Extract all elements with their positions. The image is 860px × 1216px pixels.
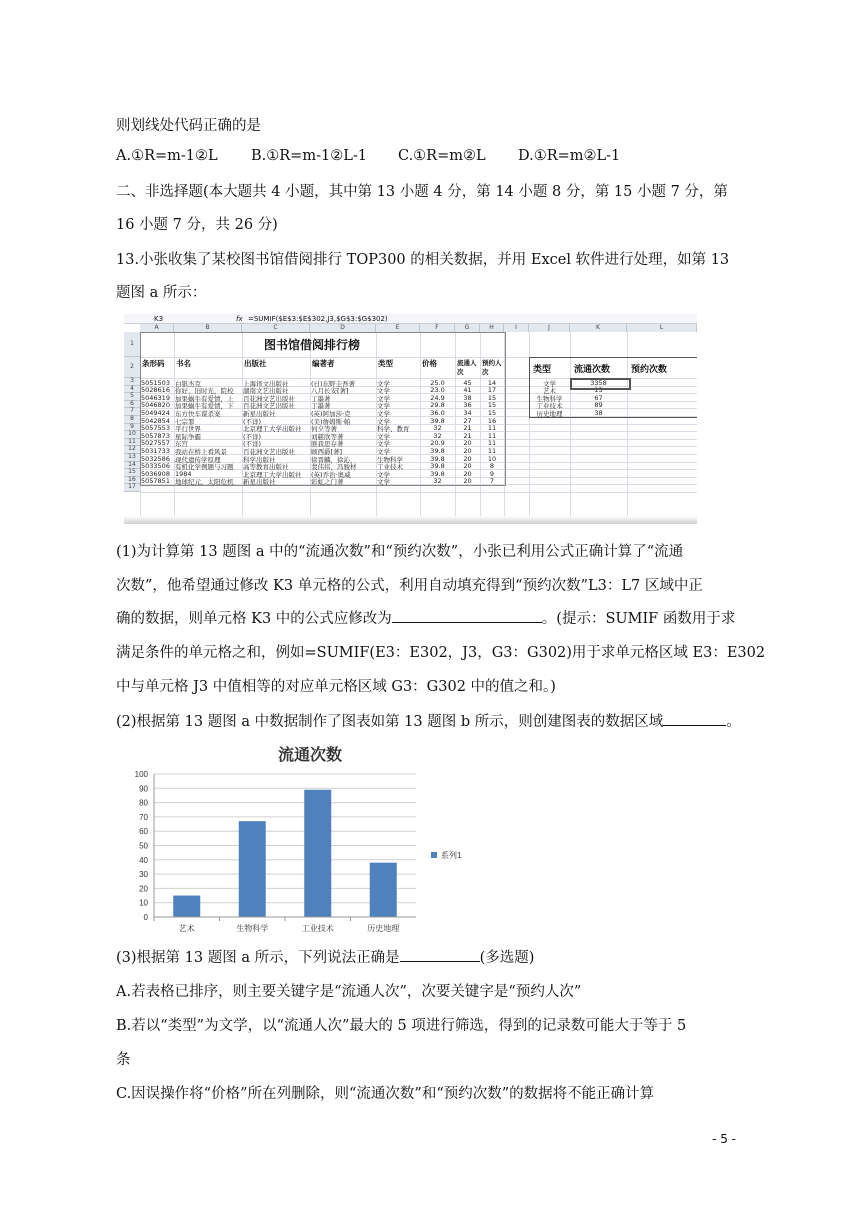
spreadsheet-figure	[124, 314, 697, 524]
table-cell: 10	[487, 454, 497, 463]
name-box: K3	[154, 315, 164, 323]
table-cell: 24.9	[430, 393, 445, 402]
bar	[239, 821, 266, 917]
table-cell: 5046319	[141, 393, 170, 402]
table-cell: 5027557	[141, 439, 170, 448]
table-cell: 文学	[377, 432, 390, 441]
table-cell: 5057851	[141, 477, 170, 486]
table-cell: 我站在桥上看风景	[175, 447, 227, 456]
summary-header: 预约次数	[631, 365, 668, 375]
table-cell: (不详)	[243, 440, 262, 449]
x-tick-label: 工业技术	[301, 924, 334, 933]
table-cell: 11	[487, 424, 497, 433]
part-1-cont: 中与单元格 J3 中值相等的对应单元格区域 G3：G302 中的值之和。)	[116, 679, 556, 695]
y-tick-label: 60	[139, 827, 148, 837]
table-cell: (英)乔治·奥威	[311, 470, 351, 479]
table-cell: 刘慈欣等著	[311, 432, 344, 441]
x-tick-label: 艺术	[178, 924, 195, 933]
summary-cell: 38	[594, 408, 603, 417]
selected-cell	[570, 378, 631, 390]
formula-bar	[124, 314, 697, 324]
table-header: 书名	[176, 359, 191, 368]
column-header: H	[480, 324, 504, 332]
table-cell: 丁墨著	[311, 402, 331, 411]
x-tick-label: 生物科学	[236, 924, 269, 933]
summary-cell: 历史地理	[536, 409, 563, 418]
part-3	[116, 946, 534, 967]
table-header: 编著者	[312, 359, 335, 368]
section-heading-cont: 16 小题 7 分，共 26 分)	[116, 217, 278, 233]
table-cell: 百花洲文艺出版社	[243, 402, 295, 411]
table-cell: 29.8	[430, 401, 445, 410]
table-cell: (英)阿加莎·克	[311, 409, 351, 418]
question-13: 13.小张收集了某校图书馆借阅排行 TOP300 的相关数据，并用 Excel 软件进行处理，如第 13	[116, 252, 730, 268]
table-cell: 15	[487, 393, 497, 402]
sheet-title: 图书馆借阅排行榜	[264, 338, 361, 352]
table-cell: 17	[487, 386, 497, 395]
table-cell: 新星出版社	[243, 478, 276, 487]
table-header: 出版社	[244, 359, 267, 368]
table-cell: 5042854	[141, 416, 170, 425]
table-cell: 现代遗传学原理	[175, 455, 221, 464]
answer-blank	[400, 947, 480, 962]
column-header: C	[242, 324, 310, 332]
y-tick-label: 50	[139, 841, 148, 851]
table-cell: 11	[487, 431, 497, 440]
row-header: 1	[124, 332, 140, 357]
row-header: 7	[124, 408, 140, 416]
table-cell: 东宫	[175, 440, 188, 449]
option-b: B.若以“类型”为文学，以“流通人次”最大的 5 项进行筛选，得到的记录数可能大于等于 5	[116, 1018, 687, 1034]
summary-cell: 3358	[590, 378, 607, 387]
table-cell: (不详)	[243, 417, 262, 426]
row-header: 16	[124, 477, 140, 485]
row-header: 3	[124, 378, 140, 386]
table-cell: 41	[463, 386, 472, 395]
table-cell: 5049424	[141, 408, 170, 417]
table-cell: 1984	[175, 469, 192, 478]
table-cell: 百花洲文艺出版社	[243, 447, 295, 456]
part-1-cont: 满足条件的单元格之和，例如=SUMIF(E3：E302，J3，G3：G302)用于求单元格区域 E3：E302	[116, 645, 766, 661]
table-cell: 文学	[377, 394, 390, 403]
table-cell: 顾西爵[著]	[311, 447, 343, 456]
table-cell: 何夕等著	[311, 425, 337, 434]
y-tick-label: 20	[139, 884, 148, 894]
table-cell: 高等教育出版社	[243, 463, 289, 472]
table-cell: 地球纪元，太阳危机	[175, 478, 234, 487]
option-b: B.①R=m-1②L-1	[251, 148, 367, 164]
part-2-text: 。	[726, 714, 741, 730]
table-cell: 文学	[377, 409, 390, 418]
table-cell: 文学	[377, 379, 390, 388]
table-cell: 星际争霸	[175, 432, 201, 441]
answer-blank	[392, 608, 542, 623]
table-cell: 9	[489, 469, 495, 478]
part-1-cont	[116, 607, 735, 628]
table-cell: 文学	[377, 447, 390, 456]
torn-edge	[124, 516, 697, 524]
table-cell: 5057873	[141, 431, 170, 440]
table-cell: 文学	[377, 470, 390, 479]
part-1-cont: 次数”，他希望通过修改 K3 单元格的公式，利用自动填充得到“预约次数”L3：L7 区域中正	[116, 578, 703, 594]
y-tick-label: 80	[139, 798, 148, 808]
y-tick-label: 10	[139, 898, 148, 908]
column-header: J	[529, 324, 570, 332]
table-cell: 生物科学	[377, 455, 403, 464]
column-header: B	[174, 324, 242, 332]
bar	[304, 790, 331, 917]
table-cell: 20	[463, 446, 472, 455]
option-c: C.①R=m②L	[398, 148, 486, 164]
summary-cell: 67	[594, 393, 603, 402]
formula-text: =SUMIF($E$3:$E$302,J3,$G$3:$G$302)	[248, 315, 388, 323]
y-tick-label: 0	[143, 913, 148, 922]
table-cell: 38	[463, 393, 472, 402]
summary-header: 类型	[533, 365, 552, 375]
table-cell: 32	[433, 424, 442, 433]
row-header: 10	[124, 431, 140, 439]
table-cell: 湖南文艺出版社	[243, 387, 289, 396]
table-cell: 裴伟伟，冯骏材	[311, 463, 357, 472]
column-header: G	[455, 324, 480, 332]
table-cell: 23.0	[430, 386, 445, 395]
column-header: A	[140, 324, 174, 332]
table-cell: 匪我思存著	[311, 440, 344, 449]
table-cell: 北京理工大学出版社	[243, 470, 302, 479]
table-cell: (不详)	[243, 432, 262, 441]
table-cell: 39.8	[430, 462, 445, 471]
table-cell: 20.9	[430, 439, 445, 448]
row-header: 5	[124, 393, 140, 401]
table-cell: 5028616	[141, 386, 170, 395]
grid-line	[140, 492, 697, 493]
row-header: 13	[124, 454, 140, 462]
answer-blank	[663, 711, 726, 726]
y-tick-label: 90	[139, 784, 148, 794]
row-header: 6	[124, 401, 140, 409]
row-header: 4	[124, 386, 140, 394]
table-header: 类型	[378, 359, 393, 368]
table-cell: 丁墨著	[311, 394, 331, 403]
table-cell: 11	[487, 439, 497, 448]
fx-icon: fx	[236, 315, 243, 323]
legend-swatch	[431, 852, 437, 858]
option-a: A.①R=m-1②L	[116, 148, 218, 164]
table-cell: 15	[487, 408, 497, 417]
table-cell: 16	[487, 416, 497, 425]
table-cell: 百花洲文艺出版社	[243, 394, 295, 403]
table-cell: 5033506	[141, 462, 170, 471]
row-header: 11	[124, 439, 140, 447]
options-row	[116, 148, 620, 164]
part-3-text: (3)根据第 13 题图 a 所示，下列说法正确是	[116, 950, 400, 966]
summary-cell: 生物科学	[536, 394, 563, 403]
table-cell: 文学	[377, 440, 390, 449]
table-cell: 20	[463, 439, 472, 448]
y-tick-label: 100	[134, 770, 148, 779]
table-cell: 加果蜗牛有爱情，上	[175, 394, 234, 403]
table-cell: 32	[433, 431, 442, 440]
table-cell: 20	[463, 477, 472, 486]
table-cell: 5032586	[141, 454, 170, 463]
table-cell: 21	[463, 424, 472, 433]
section-heading: 二、非选择题(本大题共 4 小题，其中第 13 小题 4 分，第 14 小题 8 分，第 15 小题 7 分，第	[116, 184, 728, 200]
table-cell: 文学	[377, 402, 390, 411]
table-border	[140, 332, 506, 486]
table-header: 条形码	[142, 359, 165, 368]
row-header: 9	[124, 424, 140, 432]
table-cell: 文学	[377, 387, 390, 396]
table-cell: 39.8	[430, 454, 445, 463]
table-cell: 平行世界	[175, 425, 201, 434]
table-cell: 36.0	[430, 408, 445, 417]
row-header: 12	[124, 446, 140, 454]
column-header: D	[310, 324, 376, 332]
table-cell: 文学	[377, 478, 390, 487]
table-cell: 新星出版社	[243, 409, 276, 418]
table-cell: 5051503	[141, 378, 170, 387]
table-cell: 5046820	[141, 401, 170, 410]
table-cell: 5057553	[141, 424, 170, 433]
table-cell: 加果蜗牛有爱情，下	[175, 402, 234, 411]
x-tick-label: 历史地理	[367, 924, 400, 933]
page-number: - 5 -	[712, 1132, 736, 1146]
table-cell: 39.8	[430, 446, 445, 455]
table-cell: 36	[463, 401, 472, 410]
table-cell: 徐晋麟，徐沁，	[311, 455, 357, 464]
table-cell: 5036908	[141, 469, 170, 478]
table-cell: 20	[463, 454, 472, 463]
column-header: K	[570, 324, 627, 332]
table-cell: 39.8	[430, 469, 445, 478]
y-tick-label: 70	[139, 812, 148, 822]
column-header: L	[627, 324, 697, 332]
table-cell: 工业技术	[377, 463, 403, 472]
column-header: I	[504, 324, 529, 332]
row-header: 2	[124, 357, 140, 378]
table-cell: 7	[489, 477, 495, 486]
option-a: A.若表格已排序，则主要关键字是“流通人次”，次要关键字是“预约人次”	[116, 984, 582, 1000]
table-header: 流通人次	[457, 359, 477, 376]
table-cell: 20	[463, 469, 472, 478]
part-3-text: (多选题)	[479, 950, 535, 966]
option-d: D.①R=m②L-1	[518, 148, 621, 164]
chart-title: 流通次数	[277, 747, 343, 764]
table-cell: (美)詹姆斯·帕	[311, 417, 351, 426]
table-cell: 11	[487, 446, 497, 455]
table-cell: 20	[463, 462, 472, 471]
text-line: 则划线处代码正确的是	[116, 118, 261, 134]
table-cell: 25.0	[430, 378, 445, 387]
bar	[173, 896, 200, 917]
table-cell: 科学出版社	[243, 455, 276, 464]
table-cell: 上海译文出版社	[243, 379, 289, 388]
table-cell: 15	[487, 401, 497, 410]
summary-cell: 工业技术	[536, 402, 563, 411]
column-header: E	[376, 324, 420, 332]
table-cell: 21	[463, 431, 472, 440]
row-header: 8	[124, 416, 140, 424]
table-header: 价格	[422, 359, 437, 368]
row-header: 14	[124, 462, 140, 470]
y-tick-label: 30	[139, 870, 148, 880]
table-cell: 八月长安[著]	[311, 387, 349, 396]
table-cell: 七宗罪	[175, 417, 195, 426]
table-cell: 27	[463, 416, 472, 425]
table-cell: 5031733	[141, 446, 170, 455]
legend-label: 系列1	[441, 851, 462, 860]
summary-cell: 89	[594, 401, 603, 410]
summary-header: 流通次数	[574, 365, 611, 375]
summary-cell: 15	[594, 386, 603, 395]
row-header: 17	[124, 484, 140, 492]
bar-chart	[116, 740, 496, 945]
table-cell: 8	[489, 462, 495, 471]
option-c: C.因误操作将“价格”所在列删除，则“流通次数”和“预约次数”的数据将不能正确计算	[116, 1086, 655, 1102]
y-tick-label: 40	[139, 855, 148, 865]
question-13-cont: 题图 a 所示：	[116, 285, 207, 301]
part-1-text: 确的数据，则单元格 K3 中的公式应修改为	[116, 611, 392, 627]
part-2	[116, 710, 741, 731]
table-cell: 白银杰克	[175, 379, 201, 388]
table-cell: 39.8	[430, 416, 445, 425]
table-cell: 你好，旧时光，院校	[175, 387, 234, 396]
table-cell: 14	[487, 378, 497, 387]
table-cell: 有机化学例题与习题	[175, 463, 234, 472]
column-header: F	[420, 324, 455, 332]
summary-cell: 文学	[543, 379, 556, 388]
table-cell: (日)东野圭吾著	[311, 379, 356, 388]
table-cell: 彩虹之门著	[311, 478, 344, 487]
table-cell: 文学	[377, 417, 390, 426]
summary-cell: 艺术	[543, 387, 556, 396]
option-b-cont: 条	[116, 1052, 131, 1068]
row-header: 15	[124, 469, 140, 477]
table-header: 预约人次	[482, 359, 502, 376]
table-cell: 34	[463, 408, 472, 417]
table-cell: 45	[463, 378, 472, 387]
table-cell: 东方快车谋杀案	[175, 409, 221, 418]
part-1: (1)为计算第 13 题图 a 中的“流通次数”和“预约次数”，小张已利用公式正确计算了“流通	[116, 544, 684, 560]
table-cell: 科学、教育	[377, 425, 410, 434]
table-cell: 32	[433, 477, 442, 486]
part-1-text: 。(提示：SUMIF 函数用于求	[541, 611, 736, 627]
part-2-text: (2)根据第 13 题图 a 中数据制作了图表如第 13 题图 b 所示，则创建图表的数据区域	[116, 714, 664, 730]
table-cell: 北京理工大学出版社	[243, 425, 302, 434]
bar	[370, 863, 397, 917]
